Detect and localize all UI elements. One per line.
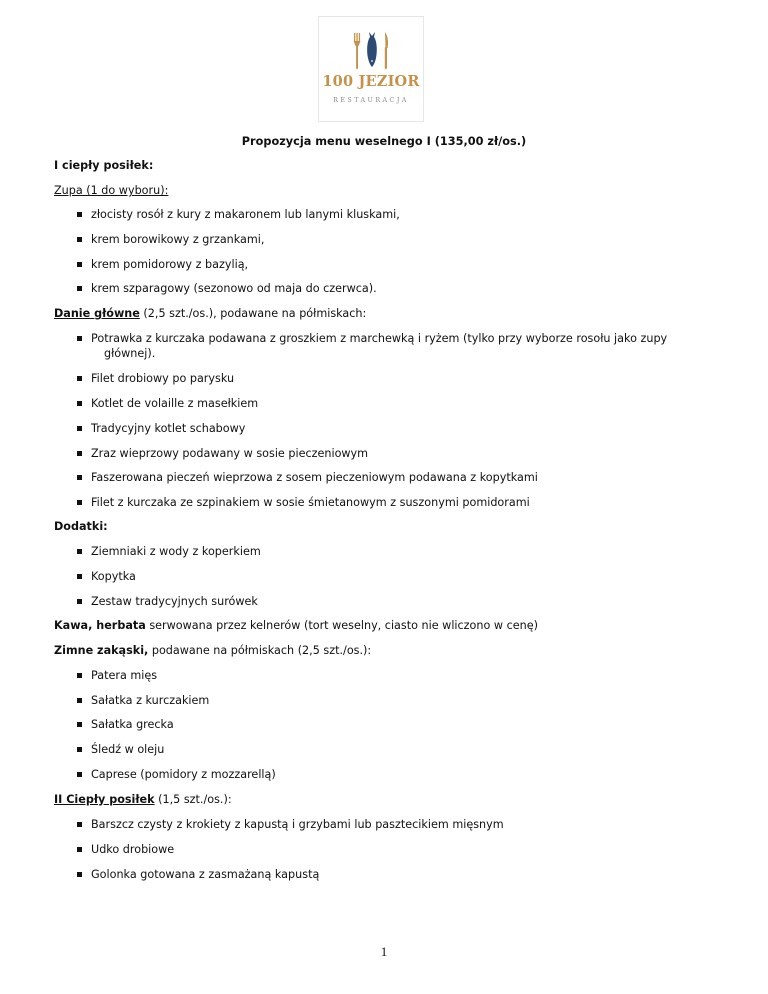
section-heading-first-course: I ciepły posiłek:: [54, 159, 154, 172]
list-item: Tradycyjny kotlet schabowy: [91, 422, 246, 435]
bullet-icon: [77, 847, 82, 852]
bullet-icon: [77, 772, 82, 777]
bullet-icon: [77, 599, 82, 604]
bullet-icon: [77, 500, 82, 505]
coffee-rest: serwowana przez kelnerów (tort weselny, ciasto nie wliczono w cenę): [145, 619, 538, 632]
bullet-icon: [77, 574, 82, 579]
sides-heading: Dodatki:: [54, 520, 108, 533]
second-heading-bold: II Ciepły posiłek: [54, 793, 155, 806]
second-course-heading: [54, 792, 232, 807]
bullet-icon: [77, 262, 82, 267]
list-item: krem szparagowy (sezonowo od maja do czerwca).: [91, 282, 377, 295]
list-item: Golonka gotowana z zasmażaną kapustą: [91, 868, 320, 881]
list-item: Barszcz czysty z krokiety z kapustą i grzybami lub pasztecikiem mięsnym: [91, 818, 504, 831]
list-item: Faszerowana pieczeń wieprzowa z sosem pieczeniowym podawana z kopytkami: [91, 471, 538, 484]
list-item: Ziemniaki z wody z koperkiem: [91, 545, 261, 558]
list-item: Zestaw tradycyjnych surówek: [91, 595, 258, 608]
list-item: Śledź w oleju: [91, 743, 165, 756]
bullet-icon: [77, 451, 82, 456]
fork-icon: [354, 33, 361, 69]
bullet-icon: [77, 822, 82, 827]
soup-heading: Zupa (1 do wyboru):: [54, 184, 169, 197]
page-number: 1: [380, 944, 388, 959]
bullet-icon: [77, 212, 82, 217]
list-item: Zraz wieprzowy podawany w sosie pieczeniowym: [91, 447, 369, 460]
restaurant-logo: [318, 16, 424, 122]
menu-title: Propozycja menu weselnego I (135,00 zł/os.): [241, 135, 527, 148]
mains-heading-rest: (2,5 szt./os.), podawane na półmiskach:: [139, 307, 367, 320]
bullet-icon: [77, 286, 82, 291]
list-item: złocisty rosół z kury z makaronem lub lanymi kluskami,: [91, 208, 400, 221]
second-heading-rest: (1,5 szt./os.):: [154, 793, 232, 806]
coffee-line: [54, 618, 538, 633]
bullet-icon: [77, 872, 82, 877]
list-item: Sałatka z kurczakiem: [91, 694, 210, 707]
logo-emblem: [319, 17, 423, 77]
fish-icon: [367, 32, 377, 67]
bullet-icon: [77, 698, 82, 703]
bullet-icon: [77, 426, 82, 431]
logo-wordmark: 100 JEZIOR: [322, 73, 420, 90]
logo-subtitle: RESTAURACJA: [333, 96, 409, 104]
bullet-icon: [77, 747, 82, 752]
list-item-continuation: głównej).: [104, 347, 156, 360]
list-item: Filet z kurczaka ze szpinakiem w sosie śmietanowym z suszonymi pomidorami: [91, 496, 530, 509]
list-item: Sałatka grecka: [91, 718, 174, 731]
mains-heading: [54, 306, 366, 321]
list-item: Kopytka: [91, 570, 136, 583]
list-item: Kotlet de volaille z masełkiem: [91, 397, 259, 410]
coffee-bold: Kawa, herbata: [54, 619, 146, 632]
cold-starters-heading: [54, 643, 371, 658]
bullet-icon: [77, 673, 82, 678]
bullet-icon: [77, 336, 82, 341]
bullet-icon: [77, 376, 82, 381]
list-item: krem pomidorowy z bazylią,: [91, 258, 249, 271]
bullet-icon: [77, 722, 82, 727]
list-item: krem borowikowy z grzankami,: [91, 233, 265, 246]
mains-heading-bold: Danie główne: [54, 307, 140, 320]
bullet-icon: [77, 401, 82, 406]
list-item: Potrawka z kurczaka podawana z groszkiem z marchewką i ryżem (tylko przy wyborze rosołu jako zupy: [91, 332, 668, 345]
bullet-icon: [77, 237, 82, 242]
cold-heading-rest: podawane na półmiskach (2,5 szt./os.):: [148, 644, 372, 657]
cold-heading-bold: Zimne zakąski,: [54, 644, 149, 657]
bullet-icon: [77, 475, 82, 480]
list-item: Filet drobiowy po parysku: [91, 372, 235, 385]
list-item: Udko drobiowe: [91, 843, 175, 856]
bullet-icon: [77, 549, 82, 554]
knife-icon: [385, 32, 388, 69]
list-item: Patera mięs: [91, 669, 158, 682]
list-item: Caprese (pomidory z mozzarellą): [91, 768, 276, 781]
